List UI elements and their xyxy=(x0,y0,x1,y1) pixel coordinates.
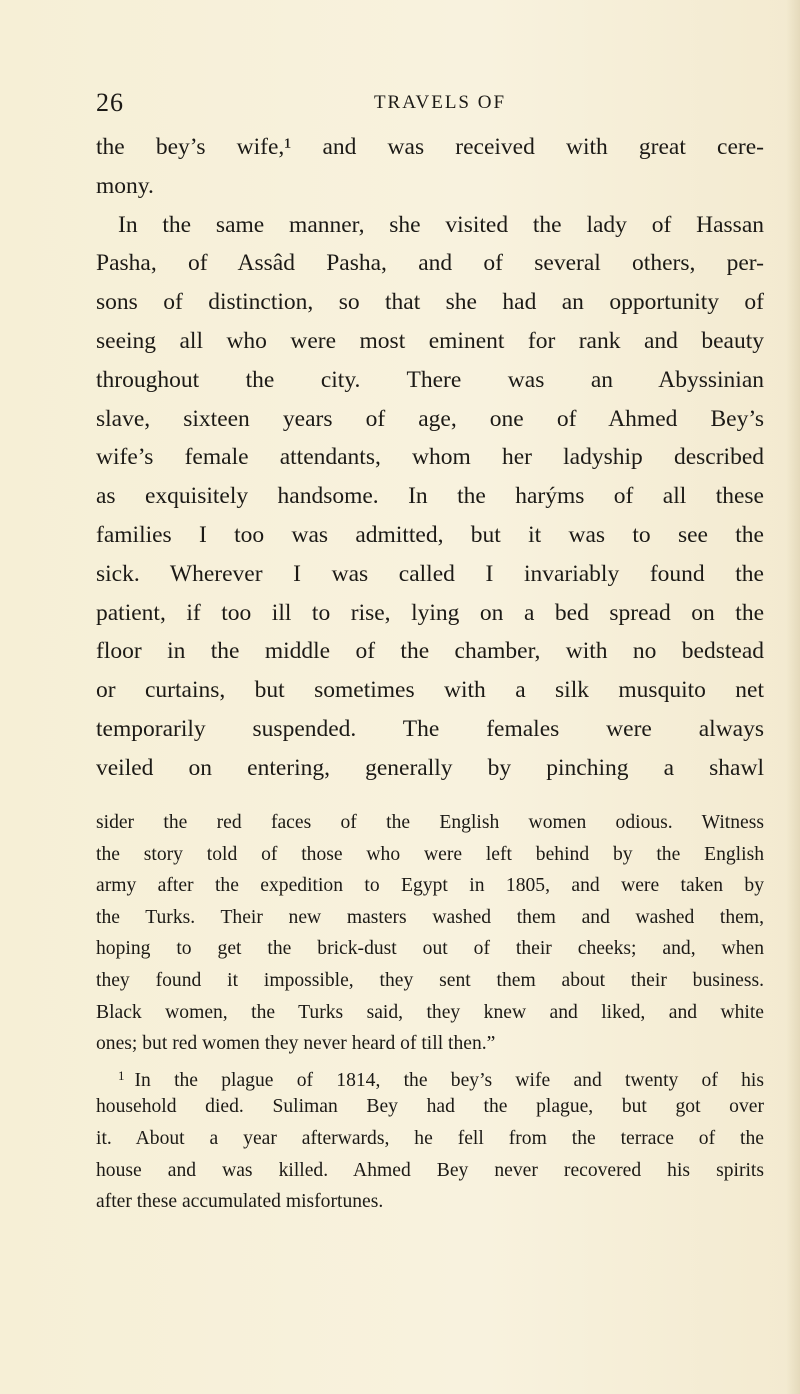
page-number: 26 xyxy=(96,88,124,117)
note-line: hoping to get the brick-dust out of their cheeks; and, when xyxy=(96,938,764,960)
text-line: seeing all who were most eminent for rank and beauty xyxy=(96,327,764,354)
text-line: wife’s female attendants, whom her ladyship described xyxy=(96,444,764,471)
text-line: veiled on entering, generally by pinching a shawl xyxy=(96,754,764,781)
main-text xyxy=(96,128,764,788)
note-line: the story told of those who were left behind by the English xyxy=(96,843,764,865)
text-line: patient, if too ill to rise, lying on a bed spread on the xyxy=(96,599,764,626)
text-line: sick. Wherever I was called I invariably found the xyxy=(96,560,764,587)
footnote-line: it. About a year afterwards, he fell from the terrace of the xyxy=(96,1127,764,1149)
note-line: they found it impossible, they sent them about their business. xyxy=(96,969,764,991)
note-line: army after the expedition to Egypt in 1805, and were taken by xyxy=(96,875,764,897)
footnote-mark: 1 xyxy=(118,1067,125,1083)
footnote-line: household died. Suliman Bey had the plague, but got over xyxy=(96,1096,764,1118)
text-line: families I too was admitted, but it was to see the xyxy=(96,521,764,548)
text-line: Pasha, of Assâd Pasha, and of several others, per- xyxy=(96,250,764,277)
text-line: temporarily suspended. The females were always xyxy=(96,715,764,742)
text-line: mony. xyxy=(96,172,154,199)
running-title: TRAVELS OF xyxy=(373,92,507,113)
running-head xyxy=(96,88,736,122)
footnotes xyxy=(96,807,764,1218)
text-line: sons of distinction, so that she had an opportunity of xyxy=(96,289,764,316)
text-line: slave, sixteen years of age, one of Ahmed Bey’s xyxy=(96,405,764,432)
text-line: or curtains, but sometimes with a silk musquito net xyxy=(96,677,764,704)
page-edge-shadow xyxy=(786,0,800,1394)
footnote-line: after these accumulated misfortunes. xyxy=(96,1191,384,1213)
text-line: as exquisitely handsome. In the harýms of all these xyxy=(96,483,764,510)
note-line: Black women, the Turks said, they knew and liked, and white xyxy=(96,1001,764,1023)
footnote-line xyxy=(96,1060,764,1092)
text-line: In the same manner, she visited the lady of Hassan xyxy=(118,211,764,238)
text-line: floor in the middle of the chamber, with no bedstead xyxy=(96,638,764,665)
note-line: ones; but red women they never heard of till then.” xyxy=(96,1033,496,1055)
footnote-text: In the plague of 1814, the bey’s wife and twenty of his xyxy=(134,1069,764,1091)
note-line: the Turks. Their new masters washed them and washed them, xyxy=(96,906,764,928)
note-line: sider the red faces of the English women odious. Witness xyxy=(96,812,764,833)
footnote-line: house and was killed. Ahmed Bey never recovered his spirits xyxy=(96,1159,764,1181)
text-line: the bey’s wife,¹ and was received with great cere- xyxy=(96,134,764,160)
text-line: throughout the city. There was an Abyssinian xyxy=(96,366,764,393)
